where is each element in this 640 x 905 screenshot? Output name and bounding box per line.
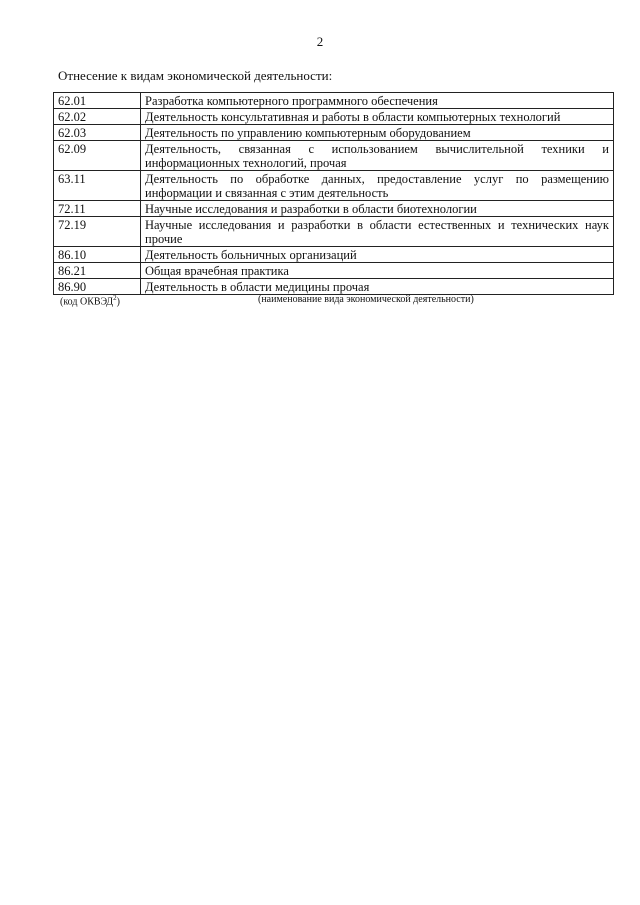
code-caption-close: ) xyxy=(116,296,120,308)
activity-name: Деятельность по обработке данных, предоставление услуг по размещению информации и связанная с этим деятельность xyxy=(141,171,614,201)
table-row xyxy=(54,279,614,295)
okved-code: 86.21 xyxy=(54,263,141,279)
okved-code: 62.01 xyxy=(54,93,141,109)
okved-code: 72.19 xyxy=(54,217,141,247)
footnote-marker: 2 xyxy=(113,294,117,302)
okved-code: 63.11 xyxy=(54,171,141,201)
activity-name: Общая врачебная практика xyxy=(141,263,614,279)
activity-name: Научные исследования и разработки в области биотехнологии xyxy=(141,201,614,217)
table-row xyxy=(54,201,614,217)
activity-name: Деятельность по управлению компьютерным оборудованием xyxy=(141,125,614,141)
page-number: 2 xyxy=(316,34,324,49)
name-column-caption: (наименование вида экономической деятельности) xyxy=(258,294,474,305)
activity-name: Деятельность, связанная с использованием вычислительной техники и информационных технологий, прочая xyxy=(141,141,614,171)
table-row xyxy=(54,263,614,279)
intro-text: Отнесение к видам экономической деятельности: xyxy=(58,68,333,83)
activity-name: Деятельность консультативная и работы в области компьютерных технологий xyxy=(141,109,614,125)
table-row xyxy=(54,93,614,109)
okved-code: 86.10 xyxy=(54,247,141,263)
table-row xyxy=(54,109,614,125)
activity-name: Научные исследования и разработки в области естественных и технических наук прочие xyxy=(141,217,614,247)
okved-code: 86.90 xyxy=(54,279,141,295)
okved-code: 62.09 xyxy=(54,141,141,171)
table-row xyxy=(54,247,614,263)
okved-code: 62.02 xyxy=(54,109,141,125)
table-row xyxy=(54,171,614,201)
okved-table xyxy=(53,92,614,295)
activity-name: Деятельность больничных организаций xyxy=(141,247,614,263)
table-row xyxy=(54,125,614,141)
table-row xyxy=(54,217,614,247)
okved-code: 72.11 xyxy=(54,201,141,217)
okved-code: 62.03 xyxy=(54,125,141,141)
activity-name: Разработка компьютерного программного обеспечения xyxy=(141,93,614,109)
table-row xyxy=(54,141,614,171)
code-column-caption xyxy=(60,294,120,307)
code-caption-label: (код ОКВЭД xyxy=(60,296,114,308)
activity-name: Деятельность в области медицины прочая xyxy=(141,279,614,295)
